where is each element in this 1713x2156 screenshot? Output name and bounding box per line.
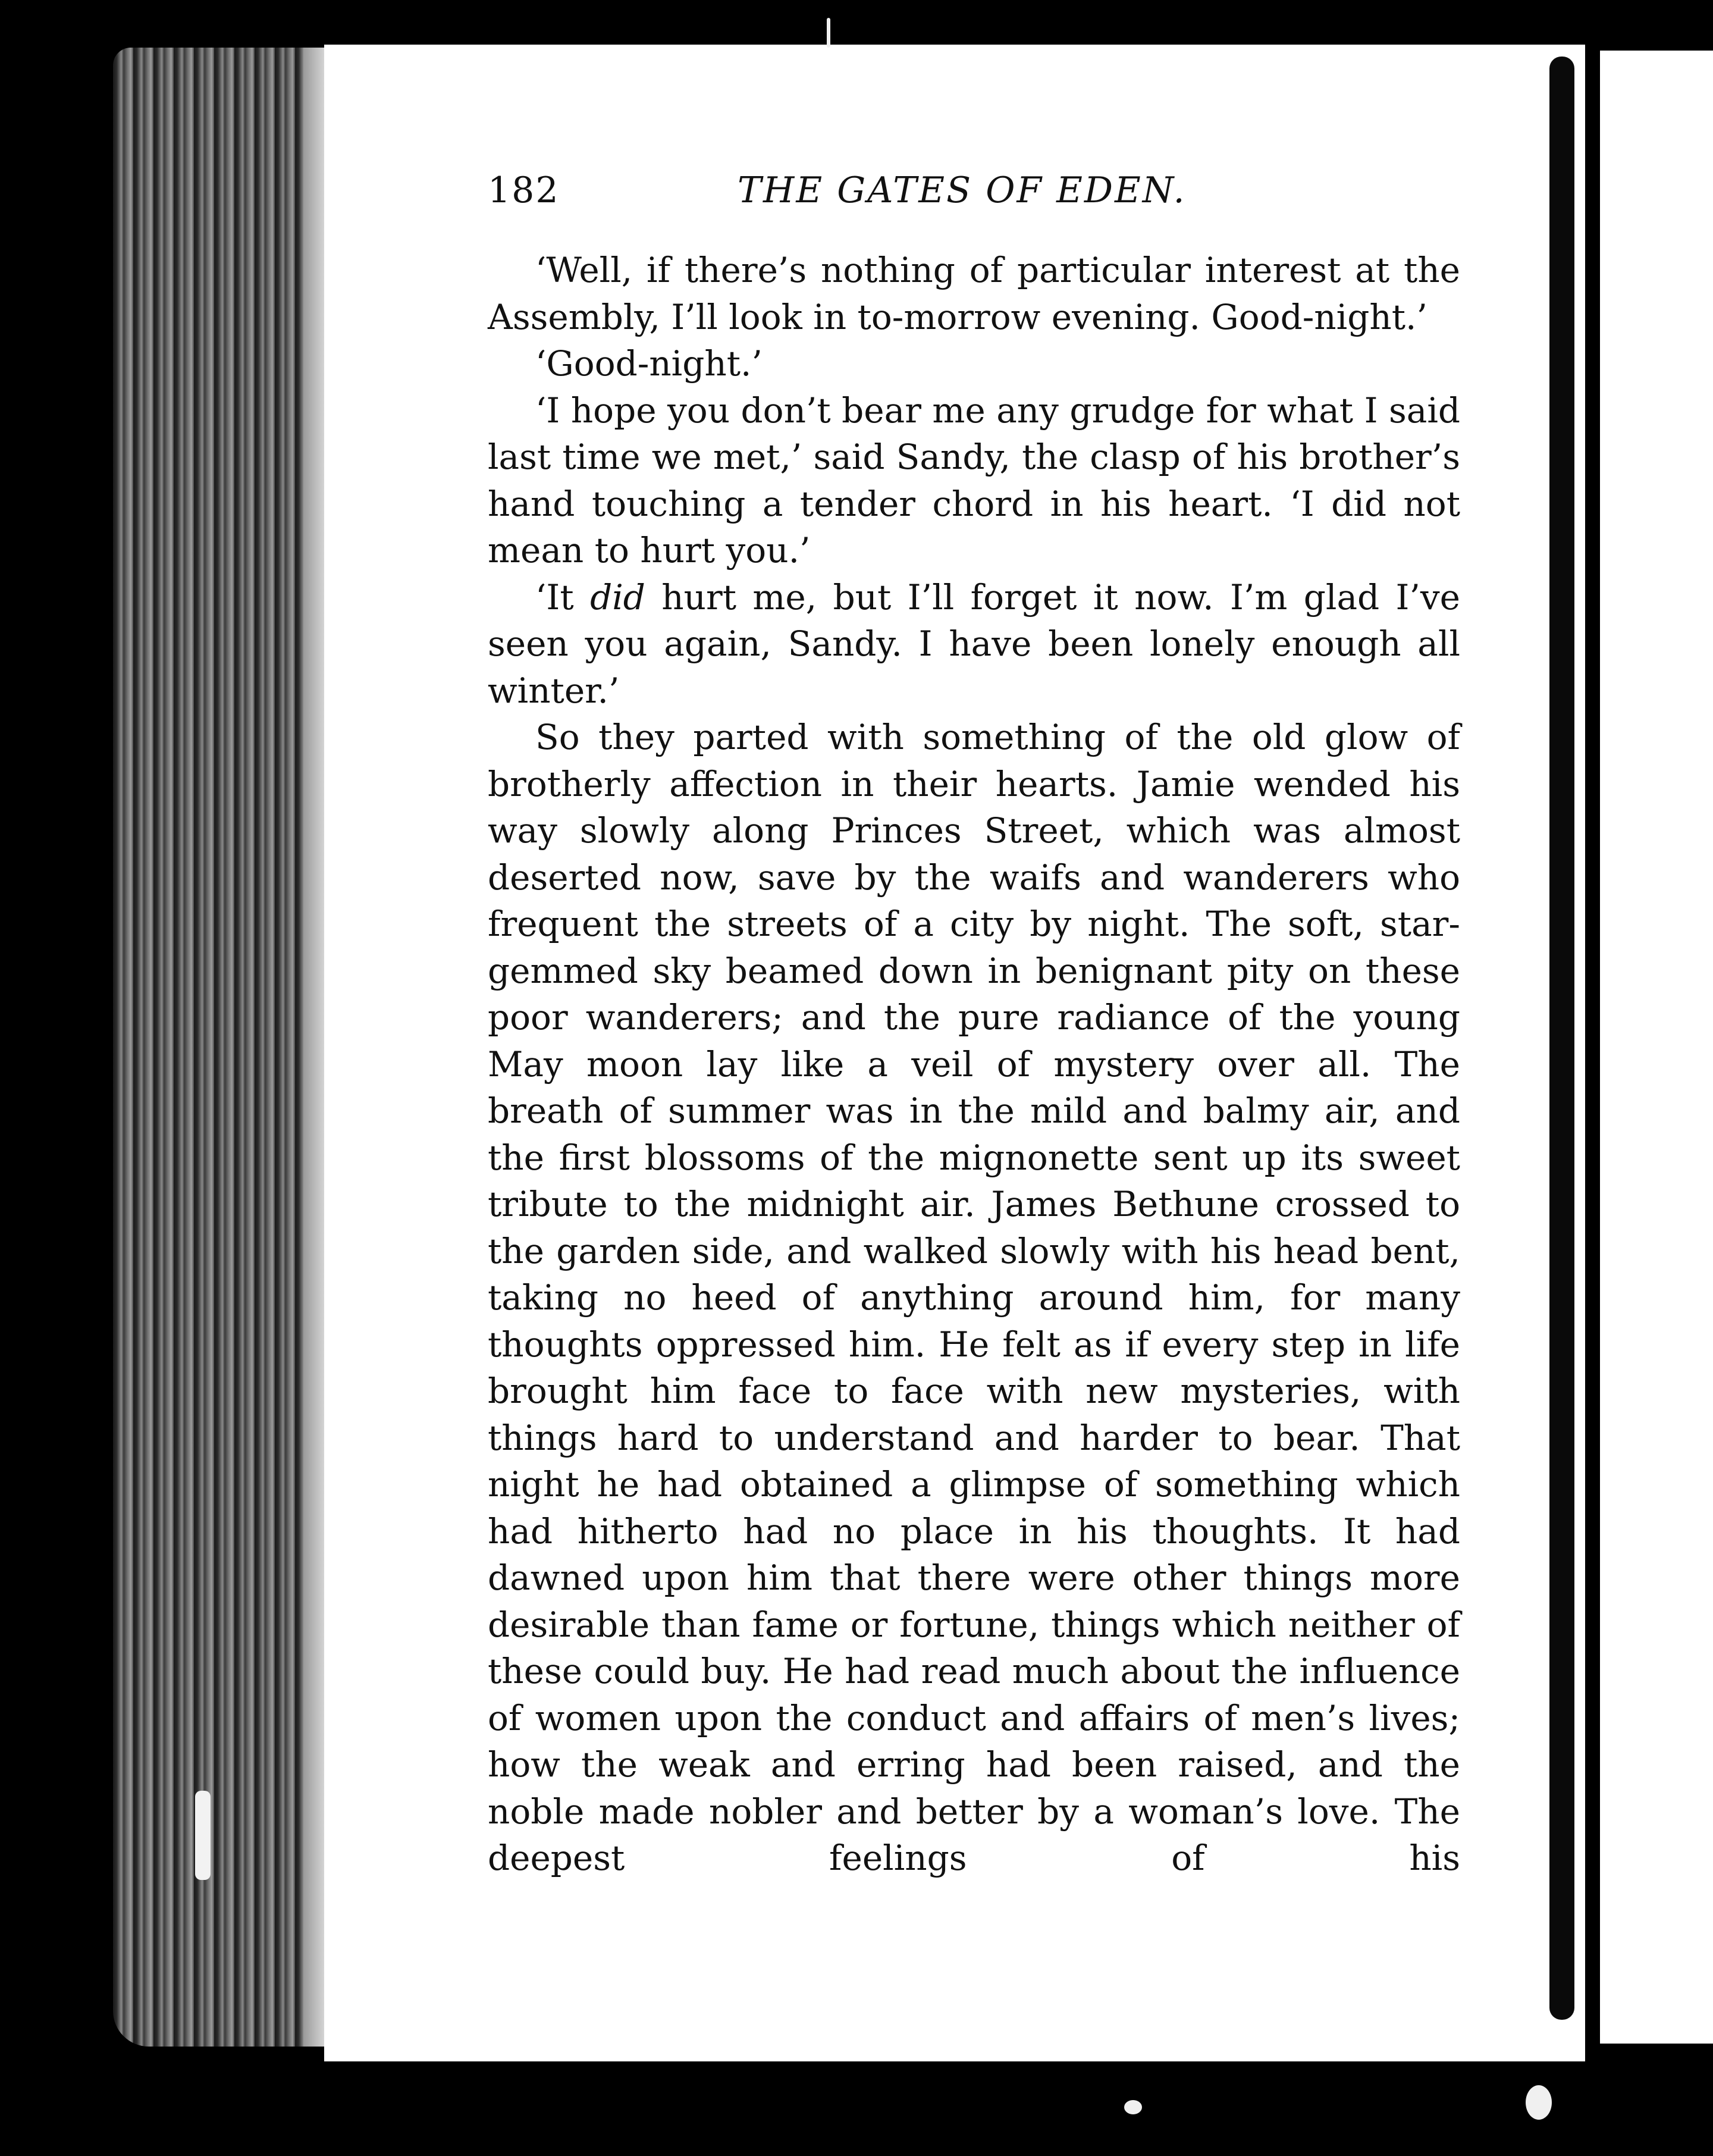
paragraph	[488, 340, 1460, 387]
scan-speck	[1124, 2100, 1142, 2114]
paragraph	[488, 387, 1460, 574]
paragraph-text: ‘Well, if there’s nothing of particular interest at the Assembly, I’ll look in to-morrow evening. Good-night.’	[488, 250, 1460, 337]
running-head	[488, 170, 1460, 223]
facing-page-edge	[1600, 51, 1713, 2044]
page-edges	[113, 48, 327, 2047]
book-gutter	[1549, 57, 1574, 2020]
page-edge-tear	[195, 1791, 211, 1880]
paragraph-text: ‘I hope you don’t bear me any grudge for what I said last time we met,’ said Sandy, the clasp of his brother’s hand touching a tender chord in his heart. ‘I did not mean to hurt you.’	[488, 390, 1460, 571]
page-number: 182	[488, 170, 560, 211]
paragraph	[488, 574, 1460, 715]
paragraph-text: ‘It	[535, 576, 591, 618]
paragraph-text: ‘Good-night.’	[535, 343, 763, 384]
body-text	[488, 247, 1460, 1882]
paragraph-text: So they parted with something of the old glow of brotherly affection in their hearts. Jamie wended his way slowly along Princes Street, which was almost deserted now, save by the waifs and wanderers who frequent the streets of a city by night. The soft, star-gemmed sky beamed down in benignant pity on these poor wanderers; and the pure radiance of the young May moon lay like a veil of mystery over all. The breath of summer was in the mild and balmy air, and the first blossoms of the mignonette sent up its sweet tribute to the midnight air. James Bethune crossed to the garden side, and walked slowly with his head bent, taking no heed of anything around him, for many thoughts oppressed him. He felt as if every step in life brought him face to face with new mysteries, with things hard to understand and harder to bear. That night he had obtained a glimpse of something which had hitherto had no place in his thoughts. It had dawned upon him that there were other things more desirable than fame or fortune, things which neither of these could buy. He had read much about the influence of women upon the conduct and affairs of men’s lives; how the weak and erring had been raised, and the noble made nobler and better by a woman’s love. The deepest feelings of his	[488, 717, 1460, 1878]
paragraph-text: hurt me, but I’ll forget it now. I’m glad I’ve seen you again, Sandy. I have been lonely enough all winter.’	[488, 576, 1460, 711]
paragraph	[488, 247, 1460, 340]
emphasis-text: did	[590, 576, 645, 618]
paragraph	[488, 714, 1460, 1882]
page-text	[488, 170, 1460, 1882]
scan-speck	[1526, 2085, 1552, 2120]
scan-speck	[827, 18, 830, 48]
running-title: THE GATES OF EDEN.	[738, 170, 1187, 211]
